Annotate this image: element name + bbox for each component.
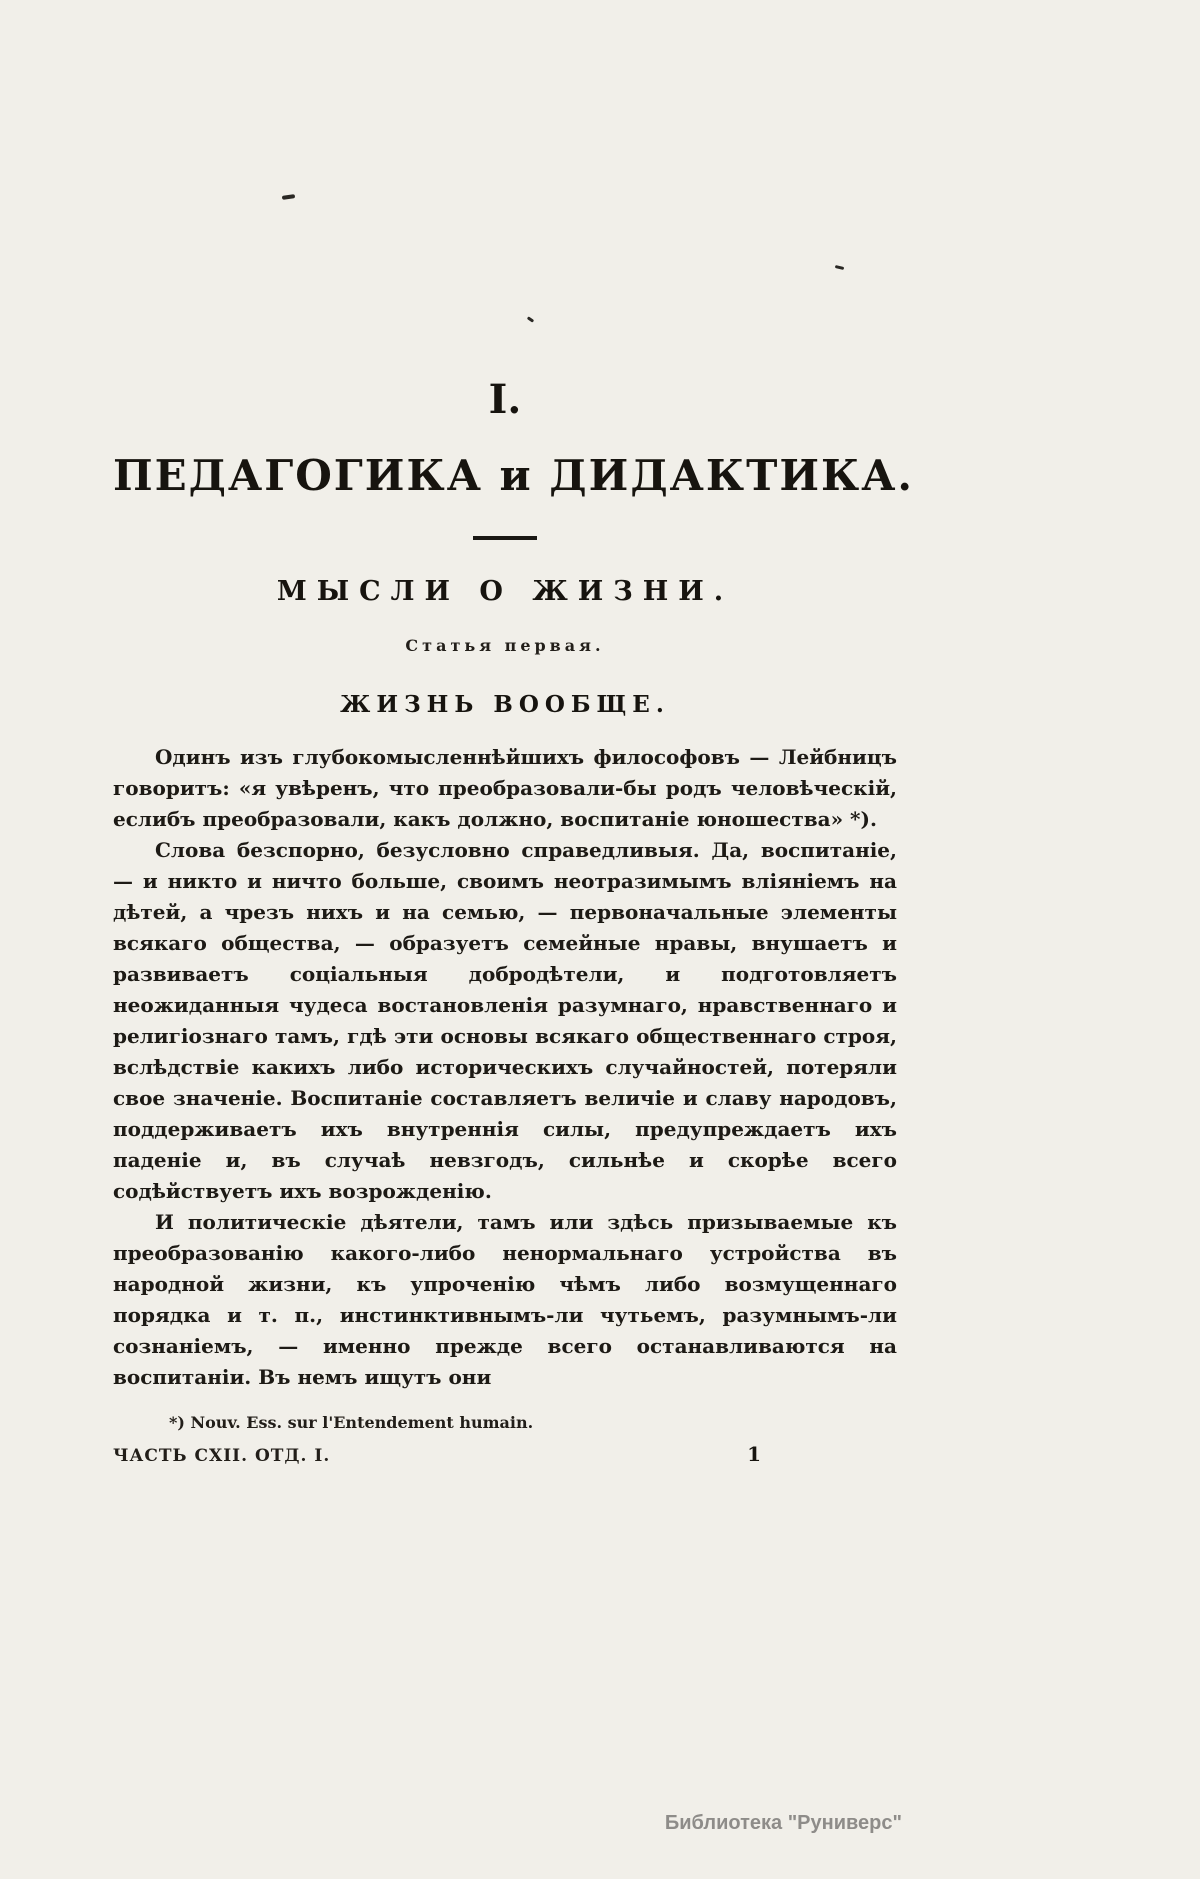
paragraph: И политическіе дѣятели, тамъ или здѣсь призываемые къ преобразованію какого-либо ненормальнаго устройства въ народной жизни, къ упроченію чѣмъ либо возмущеннаго порядка и т. п., инстинктивнымъ-ли чутьемъ, разумнымъ-ли сознаніемъ, — именно прежде всего останавливаются на воспитаніи. Въ немъ ищутъ они: [113, 1210, 897, 1389]
paragraph: Одинъ изъ глубокомысленнѣйшихъ философовъ — Лейбницъ говоритъ: «я увѣренъ, что преобразовали-бы родъ человѣческій, еслибъ преобразовали, какъ должно, воспитаніе юношества» *).: [113, 745, 897, 831]
article-subtitle: Статья первая.: [405, 636, 605, 655]
paragraph: Слова безспорно, безусловно справедливыя. Да, воспитаніе, — и никто и ничто больше, своимъ неотразимымъ вліяніемъ на дѣтей, а чрезъ нихъ и на семью, — первоначальные элементы всякаго общества, — образуетъ семейные нравы, внушаетъ и развиваетъ соціальныя добродѣтели, и подготовляетъ неожиданныя чудеса востановленія разумнаго, нравственнаго и религіознаго тамъ, гдѣ эти основы всякаго общественнаго строя, вслѣдствіе какихъ либо историческихъ случайностей, потеряли свое значеніе. Воспитаніе составляетъ величіе и славу народовъ, поддерживаетъ ихъ внутреннія силы, предупреждаетъ ихъ паденіе и, въ случаѣ невзгодъ, сильнѣе и скорѣе всего содѣйствуетъ ихъ возрожденію.: [113, 838, 897, 1203]
section-heading: ЖИЗНЬ ВООБЩЕ.: [340, 691, 670, 718]
section-divider: [473, 536, 537, 540]
article-title: МЫСЛИ О ЖИЗНИ.: [276, 576, 734, 607]
page-title: ПЕДАГОГИКА и ДИДАКТИКА.: [113, 451, 915, 500]
text-column: [113, 0, 915, 1466]
page-number: 1: [747, 1442, 761, 1466]
body-text: [113, 742, 897, 1393]
footnote: *) Nouv. Ess. sur l'Entendement humain.: [169, 1413, 534, 1432]
chapter-number: I.: [488, 376, 522, 423]
library-watermark: Библиотека "Руниверс": [664, 1812, 902, 1834]
part-designation: ЧАСТЬ CXII. ОТД. I.: [113, 1446, 331, 1466]
page-footer: [113, 1442, 897, 1466]
